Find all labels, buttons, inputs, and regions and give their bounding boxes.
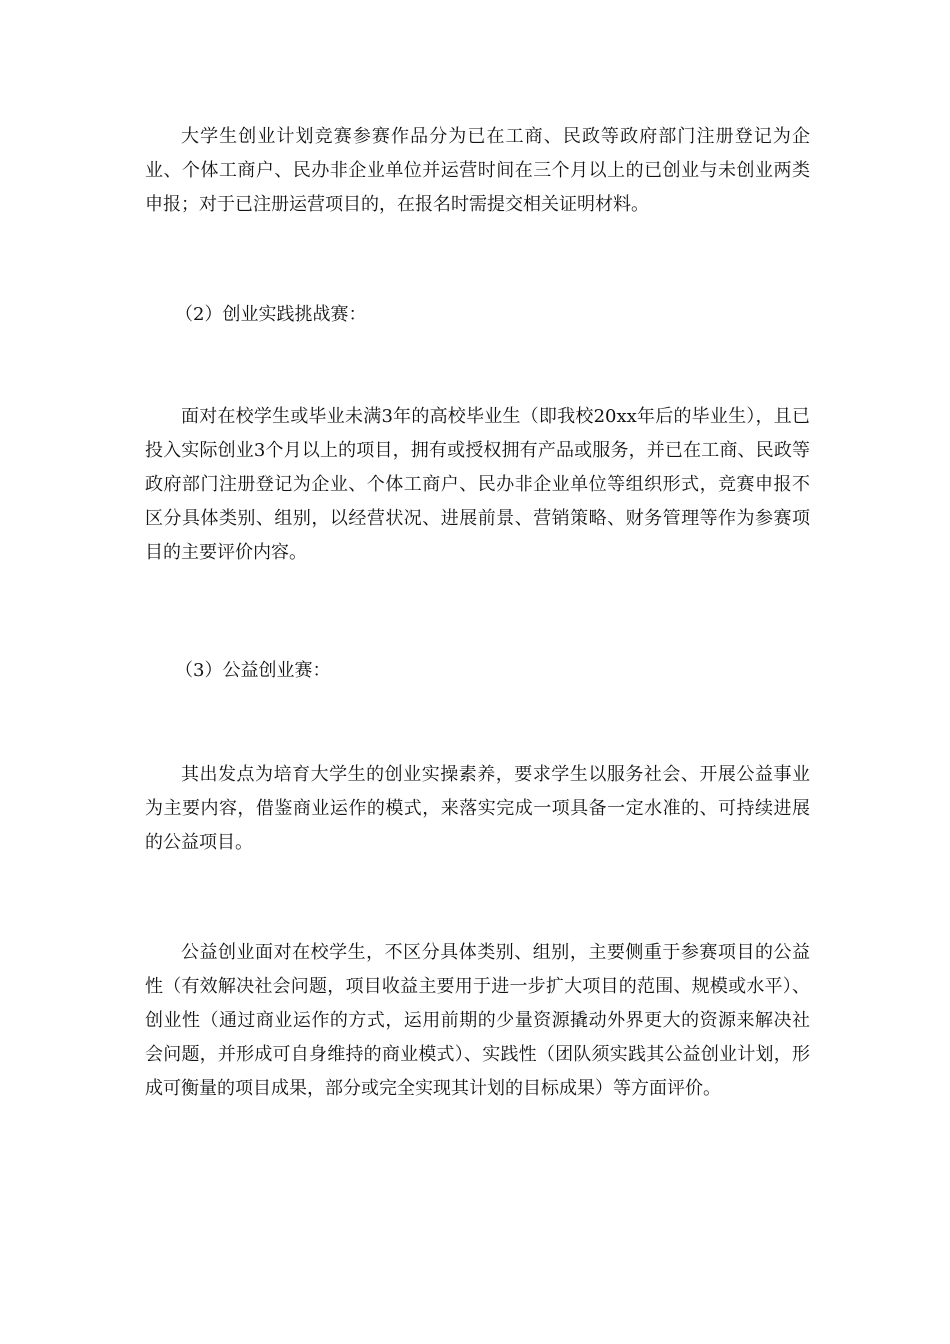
heading-practice-challenge: （2）创业实践挑战赛： — [175, 304, 367, 325]
paragraph-public-welfare-purpose: 其出发点为培育大学生的创业实操素养，要求学生以服务社会、开展公益事业为主要内容，借鉴商业运作的模式，来落实完成一项具备一定水准的、可持续进展的公益项目。 — [145, 764, 810, 853]
paragraph-competition-categories: 大学生创业计划竞赛参赛作品分为已在工商、民政等政府部门注册登记为企业、个体工商户、民办非企业单位并运营时间在三个月以上的已创业与未创业两类申报；对于已注册运营项目的，在报名时需提交相关证明材料。 — [145, 126, 810, 215]
paragraph-public-welfare-evaluation: 公益创业面对在校学生，不区分具体类别、组别，主要侧重于参赛项目的公益性（有效解决社会问题，项目收益主要用于进一步扩大项目的范围、规模或水平）、创业性（通过商业运作的方式，运用前期的少量资源撬动外界更大的资源来解决社会问题，并形成可自身维持的商业模式）、实践性（团队须实践其公益创业计划，形成可衡量的项目成果，部分或完全实现其计划的目标成果）等方面评价。 — [145, 942, 810, 1099]
heading-public-welfare: （3）公益创业赛： — [175, 660, 331, 681]
paragraph-practice-challenge: 面对在校学生或毕业未满3年的高校毕业生（即我校20xx年后的毕业生），且已投入实际创业3个月以上的项目，拥有或授权拥有产品或服务，并已在工商、民政等政府部门注册登记为企业、个体工商户、民办非企业单位等组织形式，竞赛申报不区分具体类别、组别，以经营状况、进展前景、营销策略、财务管理等作为参赛项目的主要评价内容。 — [145, 406, 810, 563]
